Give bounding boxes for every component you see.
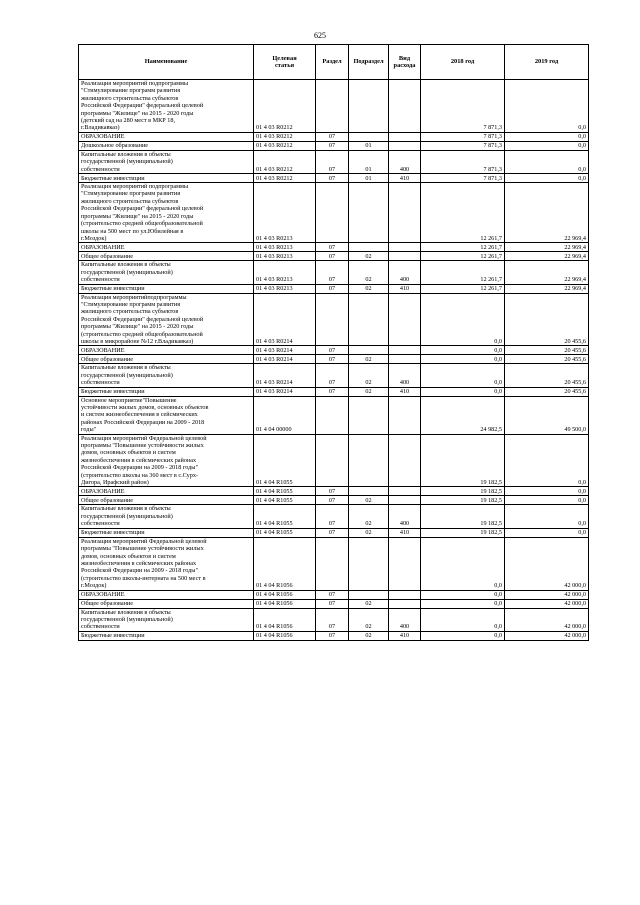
header-subsection: Подраздел bbox=[349, 45, 389, 80]
row-name-cell: Бюджетные инвестиции bbox=[79, 387, 254, 396]
row-name-cell: Бюджетные инвестиции bbox=[79, 174, 254, 183]
table-row bbox=[79, 252, 589, 261]
budget-table bbox=[78, 44, 589, 641]
row-name-cell: Капитальные вложения в объекты государственной (муниципальной) собственности bbox=[79, 261, 254, 284]
row-2019-cell: 42 000,0 bbox=[505, 608, 589, 631]
row-section-cell: 07 bbox=[316, 364, 349, 387]
row-expense-type-cell bbox=[389, 496, 421, 505]
row-section-cell: 07 bbox=[316, 387, 349, 396]
row-expense-type-cell bbox=[389, 434, 421, 487]
table-row bbox=[79, 346, 589, 355]
row-expense-type-cell bbox=[389, 132, 421, 141]
table-row bbox=[79, 496, 589, 505]
row-section-cell: 07 bbox=[316, 355, 349, 364]
row-2019-cell: 20 455,6 bbox=[505, 293, 589, 346]
row-name-cell: Дошкольное образование bbox=[79, 141, 254, 150]
row-target-cell: 01 4 03 R0213 bbox=[254, 252, 316, 261]
row-section-cell bbox=[316, 293, 349, 346]
row-name-cell: Капитальные вложения в объекты государственной (муниципальной) собственности bbox=[79, 608, 254, 631]
row-subsection-cell bbox=[349, 293, 389, 346]
row-section-cell: 07 bbox=[316, 132, 349, 141]
row-subsection-cell bbox=[349, 434, 389, 487]
row-section-cell bbox=[316, 434, 349, 487]
row-2018-cell: 0,0 bbox=[421, 590, 505, 599]
row-subsection-cell bbox=[349, 537, 389, 590]
header-2019: 2019 год bbox=[505, 45, 589, 80]
table-row bbox=[79, 364, 589, 387]
row-2018-cell: 0,0 bbox=[421, 608, 505, 631]
row-expense-type-cell bbox=[389, 80, 421, 133]
row-expense-type-cell bbox=[389, 487, 421, 496]
row-2018-cell: 12 261,7 bbox=[421, 252, 505, 261]
row-subsection-cell bbox=[349, 243, 389, 252]
row-2018-cell: 7 871,3 bbox=[421, 150, 505, 173]
row-expense-type-cell bbox=[389, 243, 421, 252]
header-section: Раздел bbox=[316, 45, 349, 80]
row-name-cell: Реализация мероприятий Федеральной целевой программы "Повышение устойчивости жилых домов, основных объектов и систем жизнеобеспечения в сейсмических районах Российской Федерации на 2009 - 2018 годы" (строительство школы на 360 мест в с.Сурх- Дигора, Ирафский район) bbox=[79, 434, 254, 487]
row-target-cell: 01 4 03 R0214 bbox=[254, 364, 316, 387]
row-name-cell: ОБРАЗОВАНИЕ bbox=[79, 487, 254, 496]
table-row bbox=[79, 293, 589, 346]
row-expense-type-cell: 410 bbox=[389, 528, 421, 537]
row-target-cell: 01 4 04 00000 bbox=[254, 396, 316, 434]
row-name-cell: Капитальные вложения в объекты государственной (муниципальной) собственности bbox=[79, 364, 254, 387]
row-2018-cell: 0,0 bbox=[421, 387, 505, 396]
table-row bbox=[79, 174, 589, 183]
row-target-cell: 01 4 03 R0212 bbox=[254, 174, 316, 183]
row-name-cell: Реализация мероприятий подпрограммы "Стимулирование программ развития жилищного строительства субъектов Российской Федерации" федеральной целевой программы "Жилище" на 2015 - 2020 годы (строительство средней общеобразовательной школы на 500 мест по ул.Юбилейная в г.Моздок) bbox=[79, 183, 254, 243]
row-section-cell: 07 bbox=[316, 505, 349, 528]
row-2019-cell: 22 969,4 bbox=[505, 261, 589, 284]
row-subsection-cell bbox=[349, 396, 389, 434]
table-row bbox=[79, 590, 589, 599]
row-expense-type-cell: 400 bbox=[389, 505, 421, 528]
row-subsection-cell: 02 bbox=[349, 528, 389, 537]
row-section-cell: 07 bbox=[316, 631, 349, 640]
row-2018-cell: 0,0 bbox=[421, 537, 505, 590]
row-2019-cell: 49 500,0 bbox=[505, 396, 589, 434]
row-name-cell: Реализация мероприятий Федеральной целевой программы "Повышение устойчивости жилых домов, основных объектов и систем жизнеобеспечения в сейсмических районах Российской Федерации на 2009 - 2018 годы" (строительство школы-интерната на 500 мест в г.Моздок) bbox=[79, 537, 254, 590]
row-section-cell bbox=[316, 80, 349, 133]
row-name-cell: Бюджетные инвестиции bbox=[79, 631, 254, 640]
row-subsection-cell: 02 bbox=[349, 608, 389, 631]
row-subsection-cell: 01 bbox=[349, 150, 389, 173]
row-2018-cell: 0,0 bbox=[421, 355, 505, 364]
row-target-cell: 01 4 04 R1056 bbox=[254, 599, 316, 608]
row-subsection-cell bbox=[349, 487, 389, 496]
row-name-cell: ОБРАЗОВАНИЕ bbox=[79, 132, 254, 141]
row-section-cell: 07 bbox=[316, 599, 349, 608]
row-name-cell: Капитальные вложения в объекты государственной (муниципальной) собственности bbox=[79, 505, 254, 528]
row-2018-cell: 19 182,5 bbox=[421, 505, 505, 528]
table-row bbox=[79, 243, 589, 252]
row-2019-cell: 22 969,4 bbox=[505, 252, 589, 261]
row-name-cell: Общее образование bbox=[79, 496, 254, 505]
row-2018-cell: 19 182,5 bbox=[421, 434, 505, 487]
row-section-cell: 07 bbox=[316, 141, 349, 150]
table-row bbox=[79, 528, 589, 537]
row-2018-cell: 0,0 bbox=[421, 346, 505, 355]
row-2018-cell: 0,0 bbox=[421, 599, 505, 608]
row-target-cell: 01 4 04 R1055 bbox=[254, 487, 316, 496]
row-subsection-cell: 02 bbox=[349, 505, 389, 528]
row-2018-cell: 19 182,5 bbox=[421, 487, 505, 496]
row-section-cell: 07 bbox=[316, 487, 349, 496]
row-subsection-cell bbox=[349, 346, 389, 355]
row-name-cell: Общее образование bbox=[79, 252, 254, 261]
row-section-cell: 07 bbox=[316, 150, 349, 173]
row-2019-cell: 42 000,0 bbox=[505, 599, 589, 608]
row-subsection-cell: 02 bbox=[349, 261, 389, 284]
row-target-cell: 01 4 03 R0212 bbox=[254, 80, 316, 133]
row-2018-cell: 7 871,3 bbox=[421, 80, 505, 133]
row-2019-cell: 0,0 bbox=[505, 505, 589, 528]
row-subsection-cell bbox=[349, 183, 389, 243]
row-section-cell bbox=[316, 396, 349, 434]
header-expense-type: Вид расхода bbox=[389, 45, 421, 80]
row-expense-type-cell: 400 bbox=[389, 261, 421, 284]
row-name-cell: Реализация мероприятий подпрограммы "Стимулирование программ развития жилищного строительства субъектов Российской Федерации" федеральной целевой программы "Жилище" на 2015 - 2020 годы (детский сад на 280 мест в МКР 18, г.Владикавказ) bbox=[79, 80, 254, 133]
table-row bbox=[79, 80, 589, 133]
row-2018-cell: 0,0 bbox=[421, 364, 505, 387]
row-2019-cell: 0,0 bbox=[505, 150, 589, 173]
row-2019-cell: 22 969,4 bbox=[505, 183, 589, 243]
table-row bbox=[79, 132, 589, 141]
row-name-cell: Общее образование bbox=[79, 599, 254, 608]
row-2019-cell: 42 000,0 bbox=[505, 590, 589, 599]
row-2019-cell: 42 000,0 bbox=[505, 631, 589, 640]
row-subsection-cell: 01 bbox=[349, 141, 389, 150]
table-row bbox=[79, 284, 589, 293]
row-expense-type-cell bbox=[389, 355, 421, 364]
row-target-cell: 01 4 03 R0213 bbox=[254, 243, 316, 252]
row-expense-type-cell: 410 bbox=[389, 631, 421, 640]
row-2018-cell: 7 871,3 bbox=[421, 141, 505, 150]
row-target-cell: 01 4 04 R1056 bbox=[254, 631, 316, 640]
row-2019-cell: 0,0 bbox=[505, 141, 589, 150]
row-expense-type-cell bbox=[389, 396, 421, 434]
row-target-cell: 01 4 03 R0212 bbox=[254, 141, 316, 150]
row-section-cell: 07 bbox=[316, 174, 349, 183]
row-2018-cell: 7 871,3 bbox=[421, 132, 505, 141]
row-target-cell: 01 4 03 R0214 bbox=[254, 387, 316, 396]
row-name-cell: Основное мероприятие"Повышение устойчивости жилых домов, основных объектов и систем жизнеобеспечения в сейсмических районах Российской Федерации на 2009 - 2018 годы" bbox=[79, 396, 254, 434]
row-section-cell bbox=[316, 183, 349, 243]
row-2018-cell: 7 871,3 bbox=[421, 174, 505, 183]
row-target-cell: 01 4 03 R0212 bbox=[254, 150, 316, 173]
row-expense-type-cell: 410 bbox=[389, 284, 421, 293]
row-target-cell: 01 4 03 R0214 bbox=[254, 346, 316, 355]
table-row bbox=[79, 608, 589, 631]
row-2019-cell: 0,0 bbox=[505, 487, 589, 496]
row-name-cell: Бюджетные инвестиции bbox=[79, 284, 254, 293]
row-section-cell bbox=[316, 537, 349, 590]
row-expense-type-cell bbox=[389, 141, 421, 150]
row-target-cell: 01 4 04 R1055 bbox=[254, 505, 316, 528]
row-name-cell: Реализация мероприятийподпрограммы "Стимулирование программ развития жилищного строительства субъектов Российской Федерации" федеральной целевой программы "Жилище" на 2015 - 2020 годы (строительство средней общеобразовательной школы в микрорайоне №12 г.Владикавказ) bbox=[79, 293, 254, 346]
row-name-cell: Бюджетные инвестиции bbox=[79, 528, 254, 537]
row-target-cell: 01 4 03 R0213 bbox=[254, 183, 316, 243]
row-subsection-cell: 02 bbox=[349, 496, 389, 505]
row-2019-cell: 0,0 bbox=[505, 174, 589, 183]
row-subsection-cell: 02 bbox=[349, 355, 389, 364]
table-row bbox=[79, 387, 589, 396]
table-row bbox=[79, 631, 589, 640]
row-section-cell: 07 bbox=[316, 496, 349, 505]
row-2018-cell: 12 261,7 bbox=[421, 261, 505, 284]
row-target-cell: 01 4 03 R0212 bbox=[254, 132, 316, 141]
row-2019-cell: 0,0 bbox=[505, 528, 589, 537]
table-row bbox=[79, 261, 589, 284]
row-2019-cell: 20 455,6 bbox=[505, 387, 589, 396]
table-row bbox=[79, 141, 589, 150]
row-name-cell: ОБРАЗОВАНИЕ bbox=[79, 590, 254, 599]
row-2018-cell: 12 261,7 bbox=[421, 183, 505, 243]
table-row bbox=[79, 537, 589, 590]
row-section-cell: 07 bbox=[316, 608, 349, 631]
row-2019-cell: 0,0 bbox=[505, 132, 589, 141]
row-target-cell: 01 4 04 R1056 bbox=[254, 608, 316, 631]
row-name-cell: Капитальные вложения в объекты государственной (муниципальной) собственности bbox=[79, 150, 254, 173]
row-subsection-cell: 01 bbox=[349, 174, 389, 183]
row-expense-type-cell: 400 bbox=[389, 150, 421, 173]
row-expense-type-cell bbox=[389, 293, 421, 346]
row-expense-type-cell bbox=[389, 537, 421, 590]
row-target-cell: 01 4 04 R1056 bbox=[254, 590, 316, 599]
row-section-cell: 07 bbox=[316, 243, 349, 252]
row-section-cell: 07 bbox=[316, 346, 349, 355]
row-target-cell: 01 4 03 R0213 bbox=[254, 261, 316, 284]
row-2019-cell: 42 000,0 bbox=[505, 537, 589, 590]
row-subsection-cell: 02 bbox=[349, 631, 389, 640]
row-target-cell: 01 4 04 R1055 bbox=[254, 528, 316, 537]
header-2018: 2018 год bbox=[421, 45, 505, 80]
row-expense-type-cell bbox=[389, 252, 421, 261]
row-target-cell: 01 4 04 R1055 bbox=[254, 434, 316, 487]
row-section-cell: 07 bbox=[316, 261, 349, 284]
table-row bbox=[79, 183, 589, 243]
row-2018-cell: 0,0 bbox=[421, 293, 505, 346]
row-expense-type-cell bbox=[389, 183, 421, 243]
row-2019-cell: 20 455,6 bbox=[505, 346, 589, 355]
row-subsection-cell: 02 bbox=[349, 387, 389, 396]
table-row bbox=[79, 150, 589, 173]
row-2019-cell: 22 969,4 bbox=[505, 243, 589, 252]
table-row bbox=[79, 505, 589, 528]
row-target-cell: 01 4 03 R0214 bbox=[254, 293, 316, 346]
page-number: 625 bbox=[314, 31, 326, 40]
table-row bbox=[79, 434, 589, 487]
row-expense-type-cell: 410 bbox=[389, 387, 421, 396]
table-header-row bbox=[79, 45, 589, 80]
row-expense-type-cell bbox=[389, 346, 421, 355]
row-name-cell: Общее образование bbox=[79, 355, 254, 364]
row-target-cell: 01 4 04 R1056 bbox=[254, 537, 316, 590]
row-subsection-cell: 02 bbox=[349, 599, 389, 608]
row-section-cell: 07 bbox=[316, 590, 349, 599]
row-target-cell: 01 4 04 R1055 bbox=[254, 496, 316, 505]
row-subsection-cell: 02 bbox=[349, 364, 389, 387]
row-section-cell: 07 bbox=[316, 252, 349, 261]
row-expense-type-cell: 400 bbox=[389, 608, 421, 631]
row-subsection-cell: 02 bbox=[349, 284, 389, 293]
table-row bbox=[79, 487, 589, 496]
row-2019-cell: 0,0 bbox=[505, 434, 589, 487]
row-target-cell: 01 4 03 R0213 bbox=[254, 284, 316, 293]
row-expense-type-cell: 400 bbox=[389, 364, 421, 387]
row-2018-cell: 19 182,5 bbox=[421, 528, 505, 537]
row-expense-type-cell bbox=[389, 590, 421, 599]
row-2019-cell: 20 455,6 bbox=[505, 364, 589, 387]
row-2019-cell: 20 455,6 bbox=[505, 355, 589, 364]
row-name-cell: ОБРАЗОВАНИЕ bbox=[79, 243, 254, 252]
row-subsection-cell bbox=[349, 590, 389, 599]
row-2019-cell: 22 969,4 bbox=[505, 284, 589, 293]
row-target-cell: 01 4 03 R0214 bbox=[254, 355, 316, 364]
row-2018-cell: 12 261,7 bbox=[421, 243, 505, 252]
header-target: Целевая статья bbox=[254, 45, 316, 80]
row-subsection-cell bbox=[349, 80, 389, 133]
row-subsection-cell: 02 bbox=[349, 252, 389, 261]
row-section-cell: 07 bbox=[316, 284, 349, 293]
table-row bbox=[79, 355, 589, 364]
row-2019-cell: 0,0 bbox=[505, 496, 589, 505]
row-expense-type-cell: 410 bbox=[389, 174, 421, 183]
header-name: Наименование bbox=[79, 45, 254, 80]
row-name-cell: ОБРАЗОВАНИЕ bbox=[79, 346, 254, 355]
row-2019-cell: 0,0 bbox=[505, 80, 589, 133]
table-row bbox=[79, 396, 589, 434]
row-expense-type-cell bbox=[389, 599, 421, 608]
row-subsection-cell bbox=[349, 132, 389, 141]
row-2018-cell: 19 182,5 bbox=[421, 496, 505, 505]
table-row bbox=[79, 599, 589, 608]
row-2018-cell: 0,0 bbox=[421, 631, 505, 640]
row-2018-cell: 24 982,5 bbox=[421, 396, 505, 434]
row-2018-cell: 12 261,7 bbox=[421, 284, 505, 293]
row-section-cell: 07 bbox=[316, 528, 349, 537]
